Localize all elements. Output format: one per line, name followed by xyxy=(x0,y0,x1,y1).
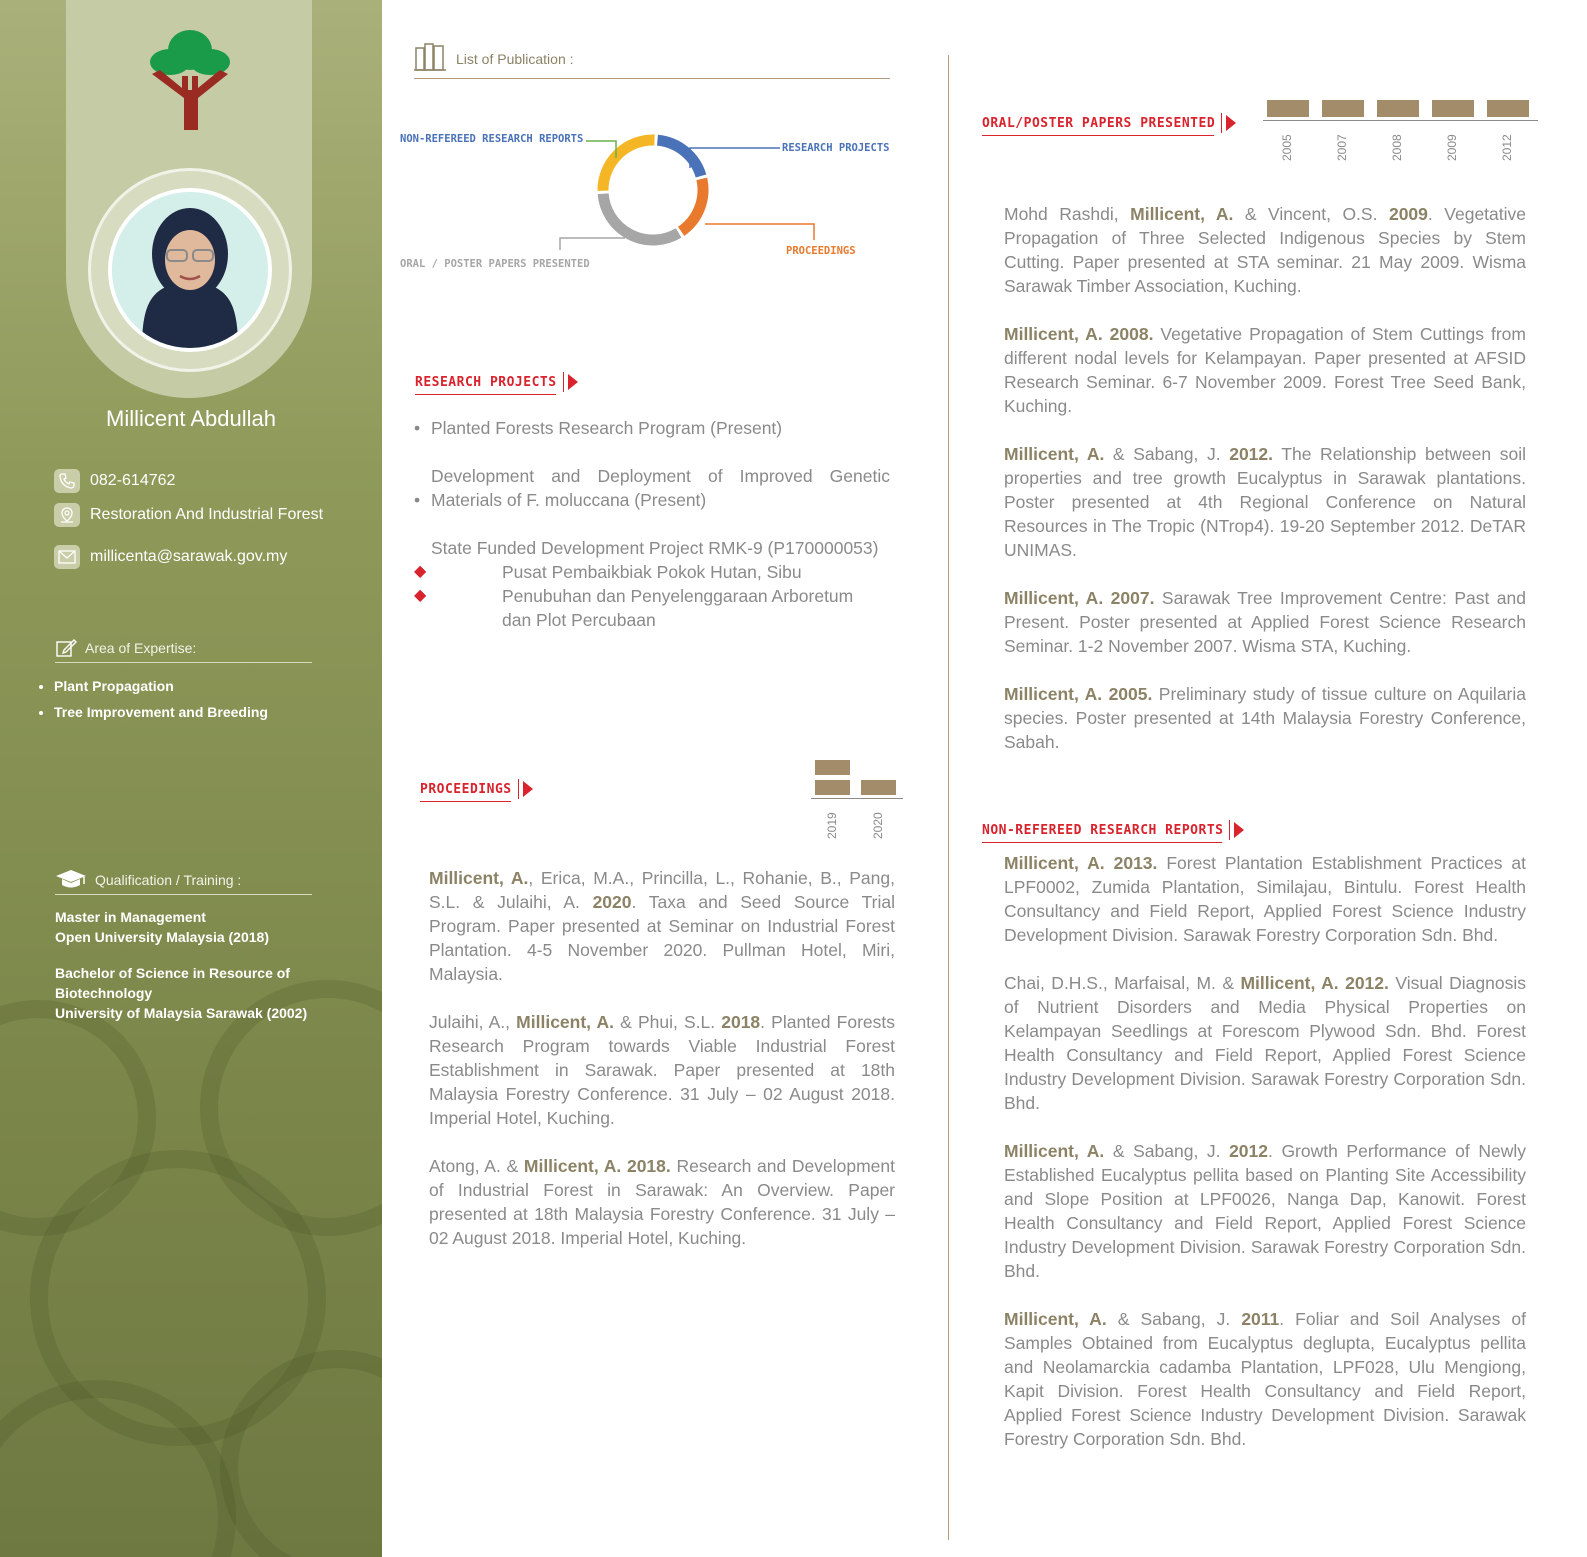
donut-segment-nonrefereed xyxy=(603,140,654,191)
oral-year-chart xyxy=(1267,100,1535,170)
expertise-heading xyxy=(55,634,312,663)
tree-logo-icon xyxy=(148,28,232,132)
list-item: • Plant Propagation xyxy=(54,678,268,694)
oral-heading xyxy=(982,113,1236,133)
year-bar xyxy=(815,760,850,775)
year-bar xyxy=(815,780,850,795)
arrow-right-icon xyxy=(523,781,533,797)
citation-entry: Mohd Rashdi, Millicent, A. & Vincent, O.S. 2009. Vegetative Propagation of Three Selected Indigenous Species by Stem Cutting. Paper presented at STA seminar. 21 May 2009. Wisma Sarawak Timber Association, Kuching. xyxy=(1004,204,1527,296)
year-bar xyxy=(861,780,896,795)
proceedings-list xyxy=(429,866,895,1274)
year-bar xyxy=(1267,100,1309,117)
citation-entry: Millicent, A. 2013. Forest Plantation Establishment Practices at LPF0002, Zumida Plantation, Similajau, Bintulu. Forest Health Consultancy and Field Report, Applied Forest Science Industry Development Division. Sarawak Forestry Corporation Sdn. Bhd. xyxy=(1004,853,1526,945)
year-bar xyxy=(1322,100,1364,117)
oral-title: ORAL/POSTER PAPERS PRESENTED xyxy=(982,115,1216,131)
citation-entry: Millicent, A. & Sabang, J. 2012. Growth Performance of Newly Established Eucalyptus pellita based on Planting Site Accessibility and Slope Position at LPF0026, Nanga Dap, Kanowit. Forest Health Consultancy and Field Report, Applied Forest Science Industry Development Division. Sarawak Forestry Corporation Sdn. Bhd. xyxy=(1004,1141,1526,1281)
sub-project-item: Pusat Pembaikbiak Pokok Hutan, Sibu xyxy=(502,562,802,582)
location-pin-icon xyxy=(54,503,80,527)
year-label: 2008 xyxy=(1390,134,1404,161)
year-bar xyxy=(1487,100,1529,117)
list-item: • Tree Improvement and Breeding xyxy=(54,704,268,720)
department-row xyxy=(54,501,323,529)
year-label: 2019 xyxy=(824,812,839,839)
year-bar xyxy=(1432,100,1474,117)
research-project-item: Development and Deployment of Improved Genetic xyxy=(431,466,890,486)
arrow-right-icon xyxy=(1226,115,1236,131)
nonrefereed-list xyxy=(1004,851,1526,1475)
graduation-cap-icon xyxy=(55,869,87,891)
year-bar xyxy=(1377,100,1419,117)
qualification-institution: University of Malaysia Sarawak (2002) xyxy=(55,1005,308,1021)
proceedings-heading xyxy=(420,779,533,799)
citation-entry: Millicent, A., Erica, M.A., Princilla, L., Rohanie, B., Pang, S.L. & Julaihi, A. 2020. Taxa and Seed Source Trial Program. Paper presented at Seminar on Industrial Forest Plantation. 4-5 November 2020. Pullman Hotel, Miri, Malaysia. xyxy=(429,868,896,984)
proceedings-year-chart xyxy=(815,760,901,840)
publication-title: List of Publication : xyxy=(456,51,574,67)
legend-proceedings: PROCEEDINGS xyxy=(786,245,856,257)
year-axis xyxy=(1263,120,1538,121)
column-divider xyxy=(948,55,949,1540)
phone-row xyxy=(54,467,175,495)
phone-number: 082-614762 xyxy=(90,472,176,489)
citation-entry: Millicent, A. & Sabang, J. 2011. Foliar and Soil Analyses of Samples Obtained from Eucalyptus deglupta, Eucalyptus pellita and Neolamarckia cadamba Plantation, LPF028, Ulu Mengiong, Kapit Division. Forest Health Consultancy and Field Report, Applied Forest Science Industry Development Division. Sarawak Forestry Corporation Sdn. Bhd. xyxy=(1004,1309,1527,1449)
donut-segment-research xyxy=(657,140,701,176)
year-label: 2009 xyxy=(1445,134,1459,161)
email-link[interactable]: millicenta@sarawak.gov.my xyxy=(90,548,288,565)
qualification-heading xyxy=(55,866,312,895)
expertise-list xyxy=(38,678,268,730)
year-label: 2012 xyxy=(1500,134,1514,161)
citation-entry: Millicent, A. 2005. Preliminary study of tissue culture on Aquilaria species. Poster presented at 14th Malaysia Forestry Conference, Sabah. xyxy=(1004,684,1526,752)
sub-project-item-cont: dan Plot Percubaan xyxy=(502,610,656,630)
qualification-degree: Master in Management xyxy=(55,909,206,925)
phone-icon xyxy=(54,469,80,493)
year-label: 2005 xyxy=(1280,134,1294,161)
donut-segments xyxy=(603,140,703,240)
year-label: 2007 xyxy=(1335,134,1349,161)
edit-icon xyxy=(55,637,77,659)
email-row xyxy=(54,543,287,571)
research-project-item-cont: Materials of F. moluccana (Present) xyxy=(431,490,707,510)
books-icon xyxy=(414,42,446,72)
qualification-degree: Bachelor of Science in Resource of xyxy=(55,965,290,981)
department-text: Restoration And Industrial Forest xyxy=(90,506,324,523)
citation-entry: Millicent, A. & Sabang, J. 2012. The Relationship between soil properties and tree growth Eucalyptus in Sarawak plantations. Poster presented at 4th Regional Conference on Natural Resources in The Tropic (NTrop4). 19-20 September 2012. DeTAR UNIMAS. xyxy=(1004,444,1526,560)
citation-entry: Chai, D.H.S., Marfaisal, M. & Millicent, A. 2012. Visual Diagnosis of Nutrient Disorders and Media Physical Properties on Kelampayan Seedlings at Forescom Plywood Sdn. Bhd. Forest Health Consultancy and Field Report, Applied Forest Science Industry Development Division. Sarawak Forestry Corporation Sdn. Bhd. xyxy=(1004,973,1526,1113)
citation-entry: Julaihi, A., Millicent, A. & Phui, S.L. 2018. Planted Forests Research Program towards Viable Industrial Forest Establishment in Sarawak. Paper presented at 18th Malaysia Forestry Conference. 31 July – 02 August 2018. Imperial Hotel, Kuching. xyxy=(429,1012,895,1128)
citation-entry: Millicent, A. 2007. Sarawak Tree Improvement Centre: Past and Present. Poster presented at Applied Forest Science Research Seminar. 1-2 November 2007. Wisma STA, Kuching. xyxy=(1004,588,1527,656)
state-funded-project: State Funded Development Project RMK-9 (P170000053) xyxy=(431,538,879,558)
oral-list xyxy=(1004,202,1526,778)
research-projects-title: RESEARCH PROJECTS xyxy=(415,374,557,390)
qualification-institution: Open University Malaysia (2018) xyxy=(55,929,269,945)
proceedings-title: PROCEEDINGS xyxy=(420,781,512,797)
citation-entry: Millicent, A. 2008. Vegetative Propagation of Stem Cuttings from different nodal levels for Kelampayan. Paper presented at AFSID Research Seminar. 6-7 November 2009. Forest Tree Seed Bank, Kuching. xyxy=(1004,324,1526,416)
profile-sidebar xyxy=(0,0,382,1557)
expertise-title: Area of Expertise: xyxy=(85,640,197,656)
qualification-entry xyxy=(55,907,269,947)
legend-research: RESEARCH PROJECTS xyxy=(782,142,890,154)
publication-header xyxy=(414,42,890,79)
profile-name: Millicent Abdullah xyxy=(106,406,276,431)
mail-icon xyxy=(54,545,80,569)
arrow-right-icon xyxy=(1234,822,1244,838)
research-projects-list: • Planted Forests Research Program (Present) Development and Deployment of Improved Genetic • Materials of F. moluccana (Present) State Funded Development Project RMK-9 (P170000053) ◆ Pusat Pembaikbiak Pokok Hutan, Sibu ◆ Penubuhan dan Penyelenggaraan Arboretum dan Plot Percubaan xyxy=(414,418,890,630)
research-projects-heading xyxy=(415,372,578,392)
diamond-bullet-icon: ◆ xyxy=(414,563,427,580)
qualification-entry xyxy=(55,963,307,1023)
year-axis xyxy=(811,798,903,799)
year-label: 2020 xyxy=(870,812,885,839)
donut-segment-proceedings xyxy=(681,179,703,231)
sub-project-item: Penubuhan dan Penyelenggaraan Arboretum xyxy=(502,586,854,606)
donut-segment-oral xyxy=(603,194,678,240)
diamond-bullet-icon: ◆ xyxy=(414,587,427,604)
citation-entry: Atong, A. & Millicent, A. 2018. Research and Development of Industrial Forest in Sarawak: An Overview. Paper presented at 18th Malaysia Forestry Conference. 31 July – 02 August 2018. Imperial Hotel, Kuching. xyxy=(429,1156,896,1248)
legend-nonrefereed: NON-REFEREED RESEARCH REPORTS xyxy=(400,133,584,145)
nonrefereed-title: NON-REFEREED RESEARCH REPORTS xyxy=(982,822,1224,838)
research-project-item: Planted Forests Research Program (Present) xyxy=(431,418,783,438)
nonrefereed-heading xyxy=(982,820,1244,840)
legend-oral: ORAL / POSTER PAPERS PRESENTED xyxy=(400,258,590,270)
qualification-title: Qualification / Training : xyxy=(95,872,242,888)
qualification-degree-cont: Biotechnology xyxy=(55,985,153,1001)
arrow-right-icon xyxy=(568,374,578,390)
avatar xyxy=(108,188,272,352)
